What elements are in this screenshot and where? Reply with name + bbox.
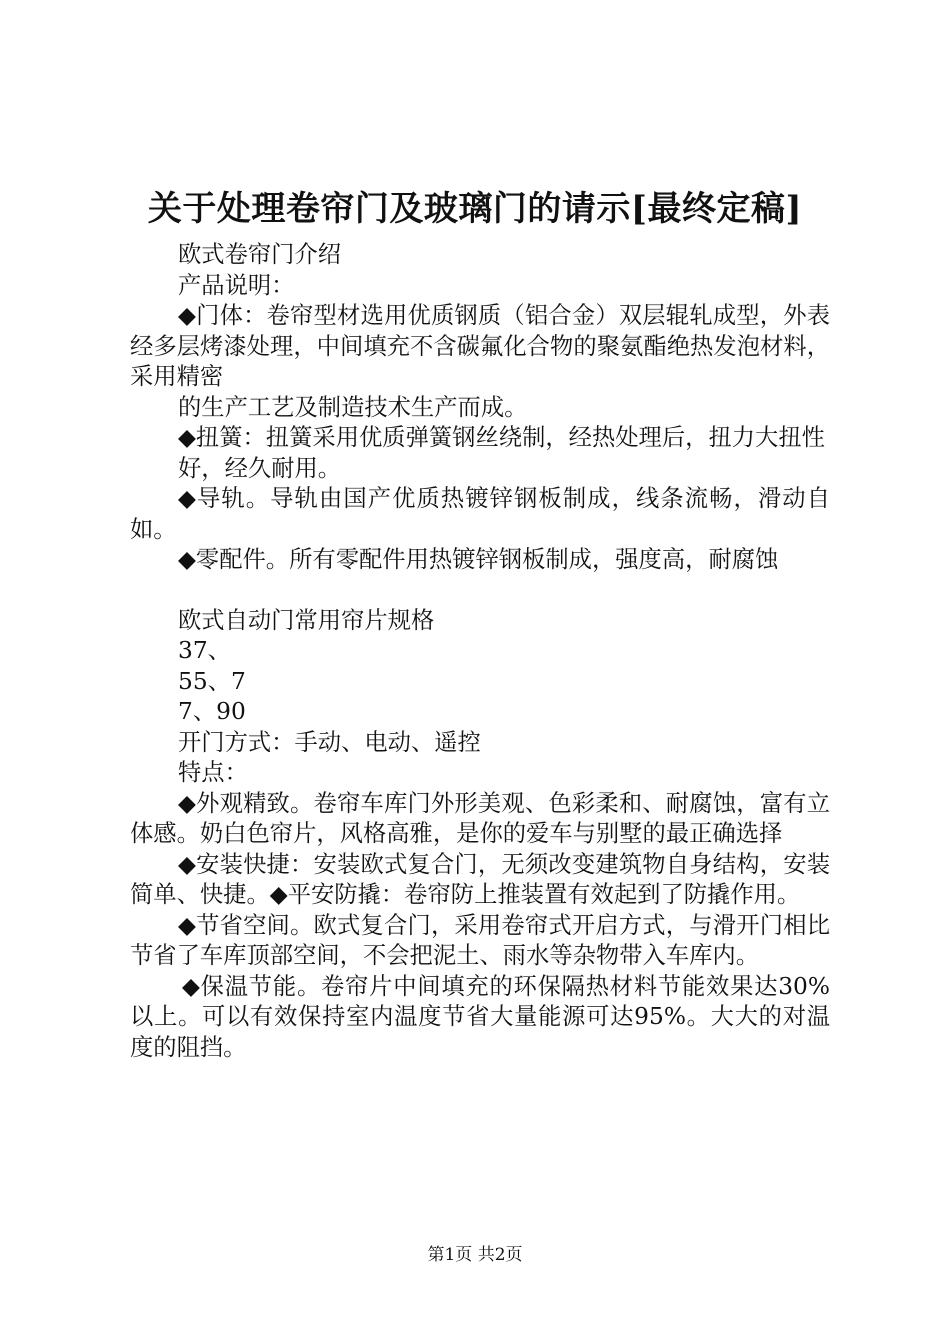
paragraph: ◆零配件。所有零配件用热镀锌钢板制成，强度高，耐腐蚀 [178,546,779,573]
page-footer: 第1页 共2页 [427,1245,523,1265]
paragraph: ◆外观精致。卷帘车库门外形美观、色彩柔和、耐腐蚀，富有立体感。奶白色帘片，风格高雅，是你的爱车与别墅的最正确选择 [130,789,830,847]
paragraph: 欧式卷帘门介绍 [178,241,342,268]
paragraph: 特点： [178,759,248,786]
paragraph: ◆门体：卷帘型材选用优质钢质（铝合金）双层辊轧成型，外表经多层烤漆处理，中间填充不含碳氟化合物的聚氨酯绝热发泡材料，采用精密 [130,302,830,390]
paragraph: 欧式自动门常用帘片规格 [178,606,435,634]
paragraph: ◆节省空间。欧式复合门，采用卷帘式开启方式，与滑开门相比节省了车库顶部空间，不会把泥土、雨水等杂物带入车库内。 [130,911,830,969]
paragraph: 的生产工艺及制造技术生产而成。 [178,393,528,421]
paragraph: 37、 [178,637,231,664]
paragraph: ◆导轨。导轨由国产优质热镀锌钢板制成，线条流畅，滑动自如。 [130,485,830,543]
paragraph: 55、7 [178,667,246,695]
paragraph: ◆扭簧：扭簧采用优质弹簧钢丝绕制，经热处理后，扭力大扭性 [178,424,825,451]
paragraph: 开门方式：手动、电动、遥控 [178,728,481,756]
paragraph: 7、90 [178,698,246,725]
paragraph: 好，经久耐用。 [178,454,342,482]
paragraph: ◆安装快捷：安装欧式复合门，无须改变建筑物自身结构，安装简单、快捷。◆平安防撬：卷帘防上推装置有效起到了防撬作用。 [130,850,830,908]
document-body [130,240,830,1063]
document-title: 关于处理卷帘门及玻璃门的请示[最终定稿] [147,189,803,229]
paragraph: ◆保温节能。卷帘片中间填充的环保隔热材料节能效果达30%以上。可以有效保持室内温度节省大量能源可达95%。大大的对温度的阻挡。 [130,972,830,1061]
paragraph: 产品说明： [178,271,295,299]
